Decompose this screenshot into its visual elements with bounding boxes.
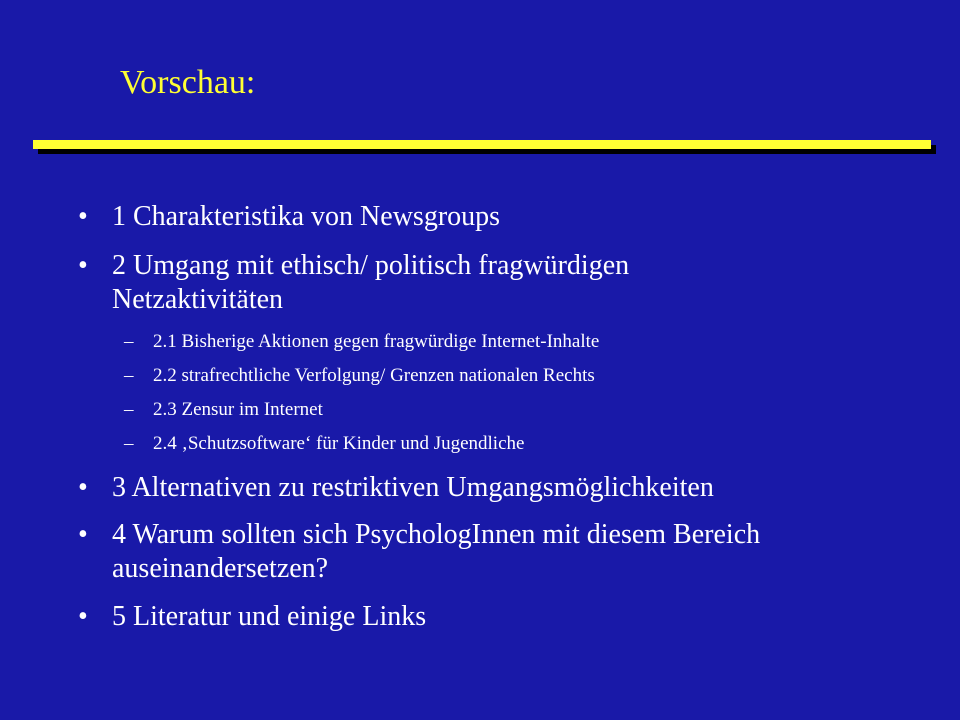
dash-icon: –: [124, 331, 134, 352]
slide-title: Vorschau:: [120, 64, 256, 101]
bullet-icon: •: [78, 519, 88, 550]
sub-list-item-label: 2.3 Zensur im Internet: [153, 399, 323, 420]
sub-list-item-label: 2.1 Bisherige Aktionen gegen fragwürdige Internet-Inhalte: [153, 331, 600, 352]
sub-list-item-label: 2.2 strafrechtliche Verfolgung/ Grenzen nationalen Rechts: [153, 365, 595, 386]
dash-icon: –: [124, 399, 134, 420]
list-item-label: 3 Alternativen zu restriktiven Umgangsmöglichkeiten: [112, 472, 714, 503]
list-item-label: 5 Literatur und einige Links: [112, 601, 427, 632]
bullet-icon: •: [78, 250, 88, 281]
dash-icon: –: [124, 365, 134, 386]
bullet-icon: •: [78, 472, 88, 503]
list-item-label: 4 Warum sollten sich PsychologInnen mit diesem Bereich auseinandersetzen?: [112, 519, 761, 584]
sub-list-item-label: 2.4 ‚Schutzsoftware‘ für Kinder und Jugendliche: [153, 433, 525, 454]
bullet-icon: •: [78, 601, 88, 632]
bullet-icon: •: [78, 201, 88, 232]
dash-icon: –: [124, 433, 134, 454]
list-item-label: 2 Umgang mit ethisch/ politisch fragwürdigen Netzaktivitäten: [112, 250, 630, 315]
list-item-label: 1 Charakteristika von Newsgroups: [112, 201, 501, 232]
